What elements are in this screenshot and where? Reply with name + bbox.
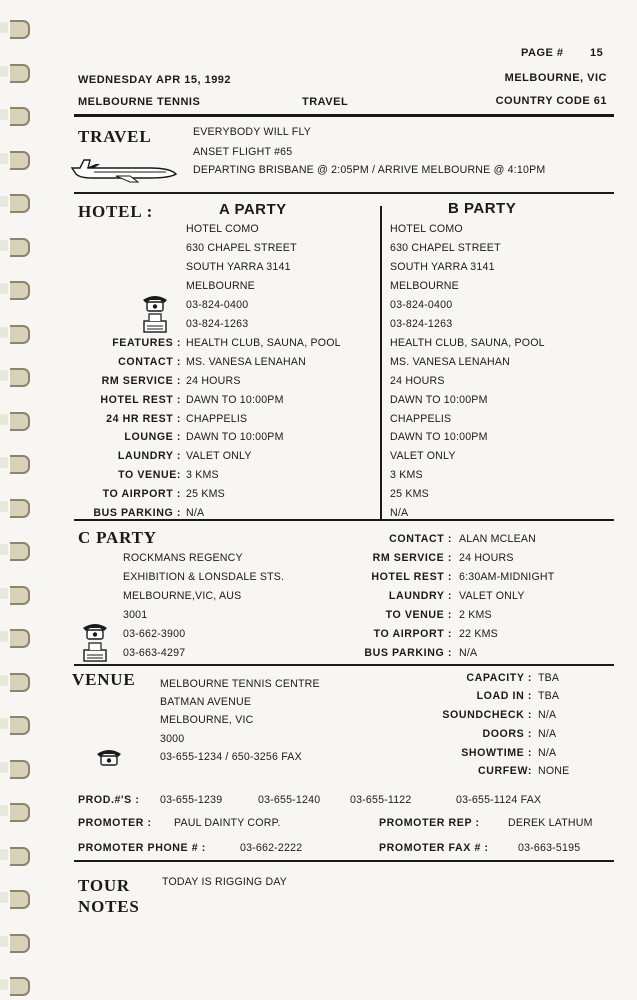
binding-ring: [0, 453, 30, 473]
venue-value: N/A: [538, 709, 557, 721]
c-party-label: CONTACT :: [389, 533, 452, 545]
binding-ring: [0, 975, 30, 995]
hotel-label: LOUNGE :: [124, 431, 181, 443]
venue-address-line: BATMAN AVENUE: [160, 696, 252, 708]
binding-ring: [0, 888, 30, 908]
prod-number: 03-655-1124 FAX: [456, 794, 542, 806]
venue-title: VENUE: [72, 670, 136, 689]
c-party-title: C PARTY: [78, 528, 157, 547]
header-location: MELBOURNE, VIC: [504, 72, 607, 84]
binding-ring: [0, 62, 30, 82]
venue-label: CURFEW:: [477, 765, 532, 777]
a-party-detail: CHAPPELIS: [186, 413, 248, 425]
telephone-icon: [94, 746, 124, 771]
prod-number: 03-655-1239: [160, 794, 223, 806]
c-party-address-line: 3001: [123, 609, 148, 621]
b-party-detail: DAWN TO 10:00PM: [390, 394, 488, 406]
header-event: MELBOURNE TENNIS: [78, 96, 201, 108]
b-party-detail: DAWN TO 10:00PM: [390, 431, 488, 443]
a-party-detail: 25 KMS: [186, 488, 225, 500]
c-party-label: RM SERVICE :: [372, 552, 452, 564]
production-rule: [74, 860, 614, 862]
promoter-label: PROMOTER :: [78, 817, 152, 829]
party-divider: [380, 206, 382, 521]
c-party-label: TO AIRPORT :: [373, 628, 452, 640]
c-party-address-line: MELBOURNE,VIC, AUS: [123, 590, 242, 602]
b-party-detail: 24 HOURS: [390, 375, 445, 387]
binding-ring: [0, 279, 30, 299]
hotel-label: HOTEL REST :: [100, 394, 181, 406]
binding-ring: [0, 192, 30, 212]
tour-notes-title-line-2: NOTES: [78, 897, 140, 916]
c-party-label: BUS PARKING :: [364, 647, 452, 659]
a-party-detail: HEALTH CLUB, SAUNA, POOL: [186, 337, 341, 349]
header-date: WEDNESDAY APR 15, 1992: [78, 74, 232, 86]
a-party-detail: VALET ONLY: [186, 450, 252, 462]
a-party-address-line: HOTEL COMO: [186, 223, 259, 235]
a-party-detail: 3 KMS: [186, 469, 219, 481]
b-party-detail: 3 KMS: [390, 469, 423, 481]
venue-address-line: MELBOURNE, VIC: [160, 714, 254, 726]
page-number: 15: [590, 47, 604, 59]
venue-value: N/A: [538, 747, 557, 759]
airplane-icon: [70, 156, 178, 189]
venue-label: SHOWTIME :: [461, 747, 532, 759]
a-party-detail: MS. VANESA LENAHAN: [186, 356, 306, 368]
hotel-label: TO VENUE:: [118, 469, 181, 481]
a-party-address-line: MELBOURNE: [186, 280, 255, 292]
venue-label: LOAD IN :: [476, 690, 532, 702]
hotel-label: FEATURES :: [112, 337, 181, 349]
b-party-detail: HEALTH CLUB, SAUNA, POOL: [390, 337, 545, 349]
venue-value: NONE: [538, 765, 570, 777]
venue-value: TBA: [538, 690, 560, 702]
b-party-phone: 03-824-0400: [390, 299, 453, 311]
b-party-address-line: MELBOURNE: [390, 280, 459, 292]
b-party-detail: 25 KMS: [390, 488, 429, 500]
c-party-value: 6:30AM-MIDNIGHT: [459, 571, 555, 583]
prod-number: 03-655-1122: [350, 794, 412, 806]
a-party-detail: DAWN TO 10:00PM: [186, 394, 284, 406]
binding-ring: [0, 671, 30, 691]
fax-icon: [141, 312, 169, 339]
header-rule: [74, 114, 614, 117]
binding-ring: [0, 236, 30, 256]
c-party-value: 22 KMS: [459, 628, 498, 640]
binding-ring: [0, 627, 30, 647]
c-party-value: ALAN MCLEAN: [459, 533, 536, 545]
venue-phone: 03-655-1234 / 650-3256 FAX: [160, 751, 302, 763]
hotel-title: HOTEL :: [78, 202, 154, 221]
a-party-fax: 03-824-1263: [186, 318, 249, 330]
binding-ring: [0, 323, 30, 343]
b-party-detail: N/A: [390, 507, 409, 519]
page-label: PAGE #: [521, 47, 564, 59]
promoter-rep-value: DEREK LATHUM: [508, 817, 593, 829]
venue-value: N/A: [538, 728, 557, 740]
binding-ring: [0, 410, 30, 430]
c-party-fax: 03-663-4297: [123, 647, 186, 659]
hotel-label: TO AIRPORT :: [102, 488, 181, 500]
binding-ring: [0, 18, 30, 38]
b-party-detail: CHAPPELIS: [390, 413, 452, 425]
binding-ring: [0, 758, 30, 778]
venue-address-line: MELBOURNE TENNIS CENTRE: [160, 678, 320, 690]
binding-ring: [0, 801, 30, 821]
a-party-detail: DAWN TO 10:00PM: [186, 431, 284, 443]
c-party-address-line: EXHIBITION & LONSDALE STS.: [123, 571, 285, 583]
prod-number: 03-655-1240: [258, 794, 321, 806]
a-party-address-line: SOUTH YARRA 3141: [186, 261, 291, 273]
binding-ring: [0, 714, 30, 734]
binding-ring: [0, 149, 30, 169]
c-party-value: VALET ONLY: [459, 590, 525, 602]
binding-ring: [0, 584, 30, 604]
binding-ring: [0, 105, 30, 125]
a-party-phone: 03-824-0400: [186, 299, 249, 311]
header-country-code: COUNTRY CODE 61: [495, 95, 607, 107]
binding-ring: [0, 845, 30, 865]
travel-line-2: ANSET FLIGHT #65: [193, 146, 293, 158]
b-party-detail: MS. VANESA LENAHAN: [390, 356, 510, 368]
c-party-address-line: ROCKMANS REGENCY: [123, 552, 243, 564]
travel-rule: [74, 192, 614, 194]
binding-ring: [0, 366, 30, 386]
b-party-fax: 03-824-1263: [390, 318, 453, 330]
b-party-title: B PARTY: [448, 200, 517, 217]
c-party-label: HOTEL REST :: [371, 571, 452, 583]
b-party-address-line: SOUTH YARRA 3141: [390, 261, 495, 273]
hotel-label: CONTACT :: [118, 356, 181, 368]
promoter-phone-value: 03-662-2222: [240, 842, 303, 854]
a-party-title: A PARTY: [219, 201, 287, 218]
c-party-label: LAUNDRY :: [388, 590, 452, 602]
hotel-label: 24 HR REST :: [106, 413, 181, 425]
b-party-address-line: HOTEL COMO: [390, 223, 463, 235]
binding-ring: [0, 540, 30, 560]
c-party-phone: 03-662-3900: [123, 628, 186, 640]
c-party-label: TO VENUE :: [385, 609, 452, 621]
venue-address-line: 3000: [160, 733, 185, 745]
prod-label: PROD.#'S :: [78, 794, 140, 806]
hotel-label: LAUNDRY :: [117, 450, 181, 462]
promoter-fax-label: PROMOTER FAX # :: [379, 842, 489, 854]
promoter-phone-label: PROMOTER PHONE # :: [78, 842, 206, 854]
c-party-value: N/A: [459, 647, 478, 659]
tour-notes-text: TODAY IS RIGGING DAY: [162, 876, 288, 888]
hotel-rule: [74, 519, 614, 521]
c-party-rule: [74, 664, 614, 666]
hotel-label: RM SERVICE :: [101, 375, 181, 387]
a-party-detail: 24 HOURS: [186, 375, 241, 387]
binding-ring: [0, 932, 30, 952]
b-party-address-line: 630 CHAPEL STREET: [390, 242, 501, 254]
a-party-detail: N/A: [186, 507, 205, 519]
c-party-value: 2 KMS: [459, 609, 492, 621]
travel-line-3: DEPARTING BRISBANE @ 2:05PM / ARRIVE MELBOURNE @ 4:10PM: [193, 164, 546, 176]
b-party-detail: VALET ONLY: [390, 450, 456, 462]
venue-value: TBA: [538, 672, 560, 684]
travel-title: TRAVEL: [78, 127, 152, 146]
hotel-label: BUS PARKING :: [93, 507, 181, 519]
header-category: TRAVEL: [302, 96, 349, 108]
promoter-fax-value: 03-663-5195: [518, 842, 581, 854]
venue-label: DOORS :: [482, 728, 532, 740]
tour-notes-title-line-1: TOUR: [78, 876, 131, 895]
a-party-address-line: 630 CHAPEL STREET: [186, 242, 297, 254]
binding-ring: [0, 497, 30, 517]
venue-label: SOUNDCHECK :: [442, 709, 532, 721]
promoter-value: PAUL DAINTY CORP.: [174, 817, 281, 829]
venue-label: CAPACITY :: [466, 672, 532, 684]
travel-line-1: EVERYBODY WILL FLY: [193, 126, 312, 138]
promoter-rep-label: PROMOTER REP :: [379, 817, 480, 829]
c-party-value: 24 HOURS: [459, 552, 514, 564]
